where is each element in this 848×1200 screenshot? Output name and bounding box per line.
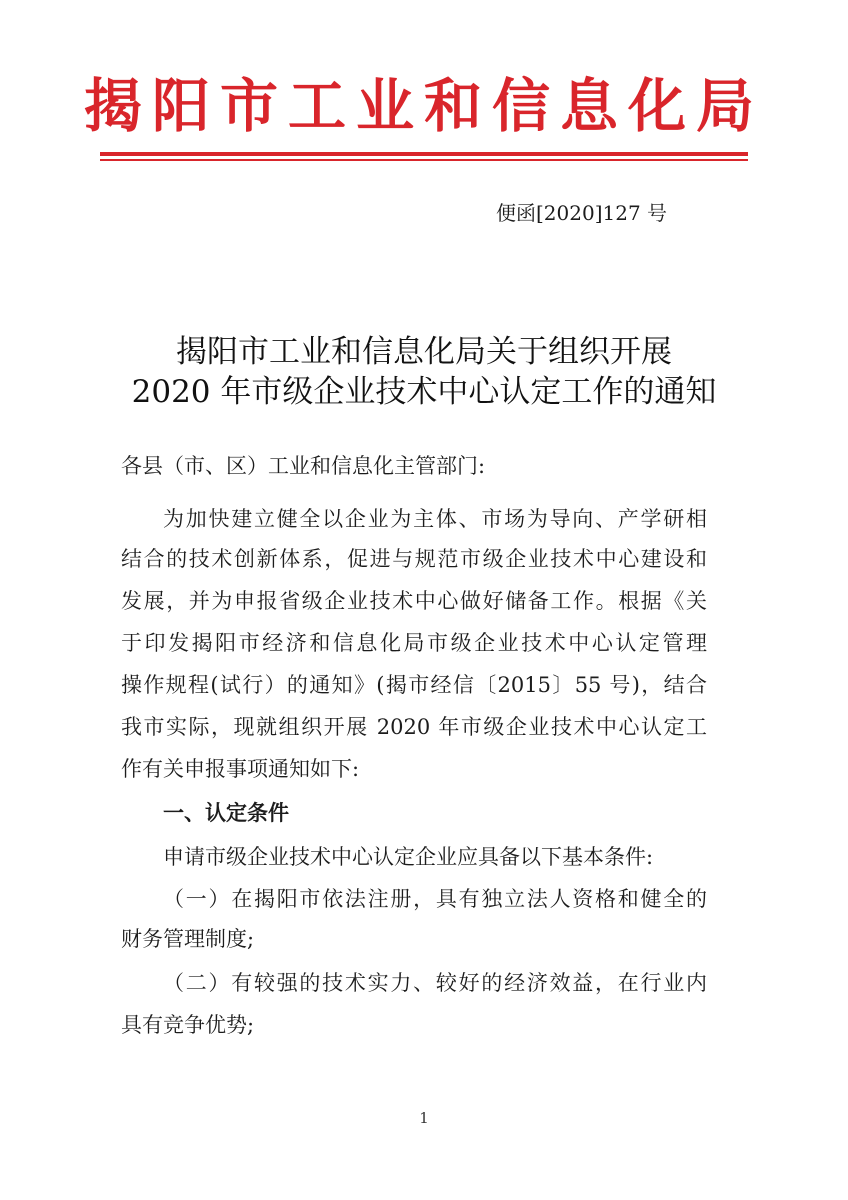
agency-header-title: 揭阳市工业和信息化局 <box>83 72 764 140</box>
paragraph-line: （二）有较强的技术实力、较好的经济效益，在行业内 <box>163 971 707 995</box>
document-number: 便函[2020]127 号 <box>496 201 668 225</box>
paragraph-line: 作有关申报事项通知如下: <box>121 757 360 781</box>
paragraph-line: （一）在揭阳市依法注册，具有独立法人资格和健全的 <box>163 887 707 911</box>
header-red-rule-thick <box>100 152 748 156</box>
page-number: 1 <box>419 1109 429 1127</box>
paragraph-conditions-intro: 申请市级企业技术中心认定企业应具备以下基本条件: <box>163 845 654 869</box>
paragraph-line: 我市实际，现就组织开展 2020 年市级企业技术中心认定工 <box>121 715 707 739</box>
paragraph-line: 具有竞争优势; <box>121 1013 255 1037</box>
paragraph-line: 为加快建立健全以企业为主体、市场为导向、产学研相 <box>163 507 707 531</box>
notice-title-line-1: 揭阳市工业和信息化局关于组织开展 <box>176 334 672 370</box>
section-heading-conditions: 一、认定条件 <box>163 800 289 825</box>
notice-title <box>0 332 848 412</box>
paragraph-line: 发展，并为申报省级企业技术中心做好储备工作。根据《关 <box>121 589 707 613</box>
paragraph-line: 结合的技术创新体系，促进与规范市级企业技术中心建设和 <box>121 547 707 571</box>
paragraph-line: 财务管理制度; <box>121 927 255 951</box>
paragraph-line: 于印发揭阳市经济和信息化局市级企业技术中心认定管理 <box>121 631 707 655</box>
salutation: 各县（市、区）工业和信息化主管部门: <box>121 454 486 478</box>
header-red-rule-thin <box>100 159 748 161</box>
paragraph-line: 操作规程(试行）的通知》(揭市经信〔2015〕55 号)，结合 <box>121 673 707 697</box>
notice-title-line-2: 2020 年市级企业技术中心认定工作的通知 <box>131 374 717 410</box>
